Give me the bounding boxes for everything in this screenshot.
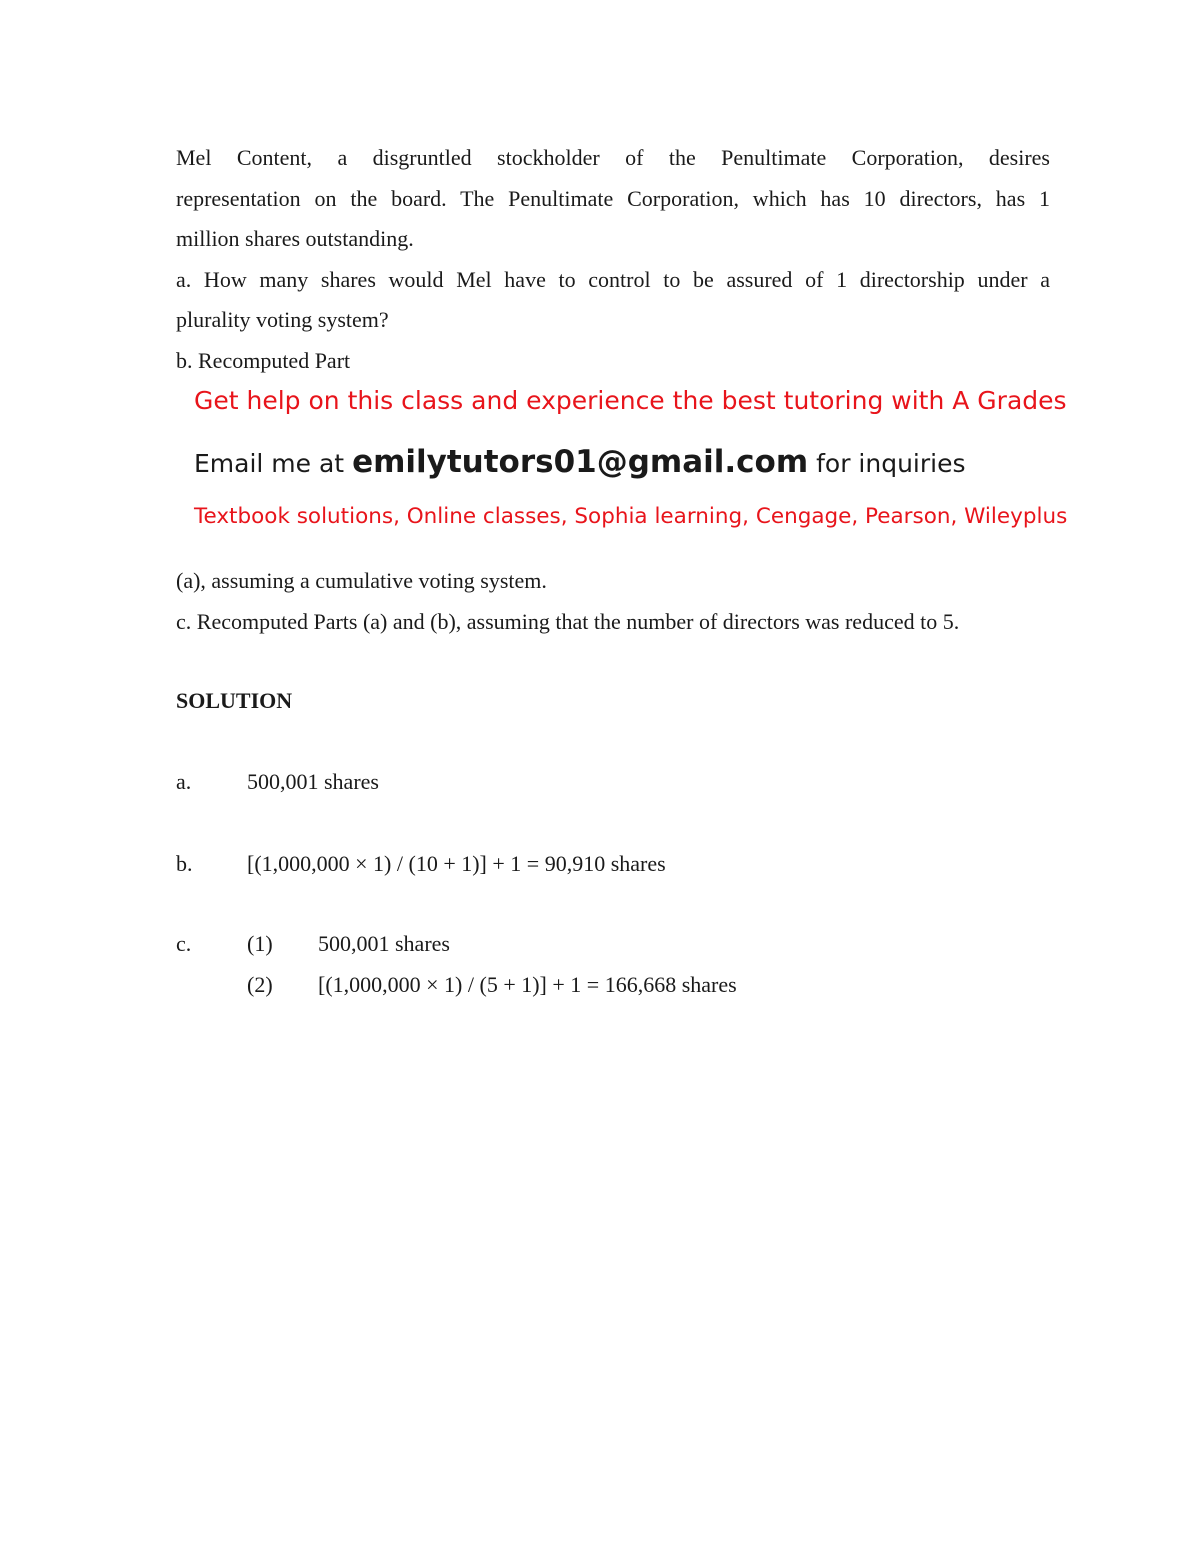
intro-line-1: Mel Content, a disgruntled stockholder of the Penultimate Corporation, desires	[176, 145, 1050, 170]
part-c: c. Recomputed Parts (a) and (b), assuming that the number of directors was reduced to 5.	[176, 608, 960, 634]
ad-contact-line	[194, 444, 966, 480]
solution-c-label: c.	[176, 931, 192, 956]
part-b-line-2: (a), assuming a cumulative voting system.	[176, 568, 547, 593]
question-text	[176, 138, 1050, 381]
solution-c1-label: (1)	[247, 931, 273, 956]
ad-email: emilytutors01@gmail.com	[352, 444, 809, 480]
ad-services-line: Textbook solutions, Online classes, Sophia learning, Cengage, Pearson, Wileyplus	[194, 504, 1068, 529]
solution-b-text: [(1,000,000 × 1) / (10 + 1)] + 1 = 90,910 shares	[247, 851, 666, 876]
part-b-line-1: b. Recomputed Part	[176, 347, 351, 373]
ad-contact-suffix: for inquiries	[808, 449, 966, 478]
solution-a-text: 500,001 shares	[247, 769, 379, 794]
solution-a-label: a.	[176, 769, 192, 794]
ad-contact-prefix: Email me at	[194, 449, 353, 478]
solution-c1-text: 500,001 shares	[318, 931, 450, 956]
intro-line-3: million shares outstanding.	[176, 226, 414, 251]
part-a-line-1: a. How many shares would Mel have to control to be assured of 1 directorship under a	[176, 266, 1050, 292]
part-a-line-2: plurality voting system?	[176, 307, 389, 332]
ad-headline: Get help on this class and experience the best tutoring with A Grades	[194, 386, 1067, 415]
question-text-continued	[176, 561, 1050, 642]
solution-heading: SOLUTION	[176, 688, 293, 713]
solution-c2-label: (2)	[247, 972, 273, 997]
intro-line-2: representation on the board. The Penultimate Corporation, which has 10 directors, has 1	[176, 185, 1050, 211]
solution-b-label: b.	[176, 851, 193, 876]
solution-c2-text: [(1,000,000 × 1) / (5 + 1)] + 1 = 166,668 shares	[318, 972, 737, 997]
